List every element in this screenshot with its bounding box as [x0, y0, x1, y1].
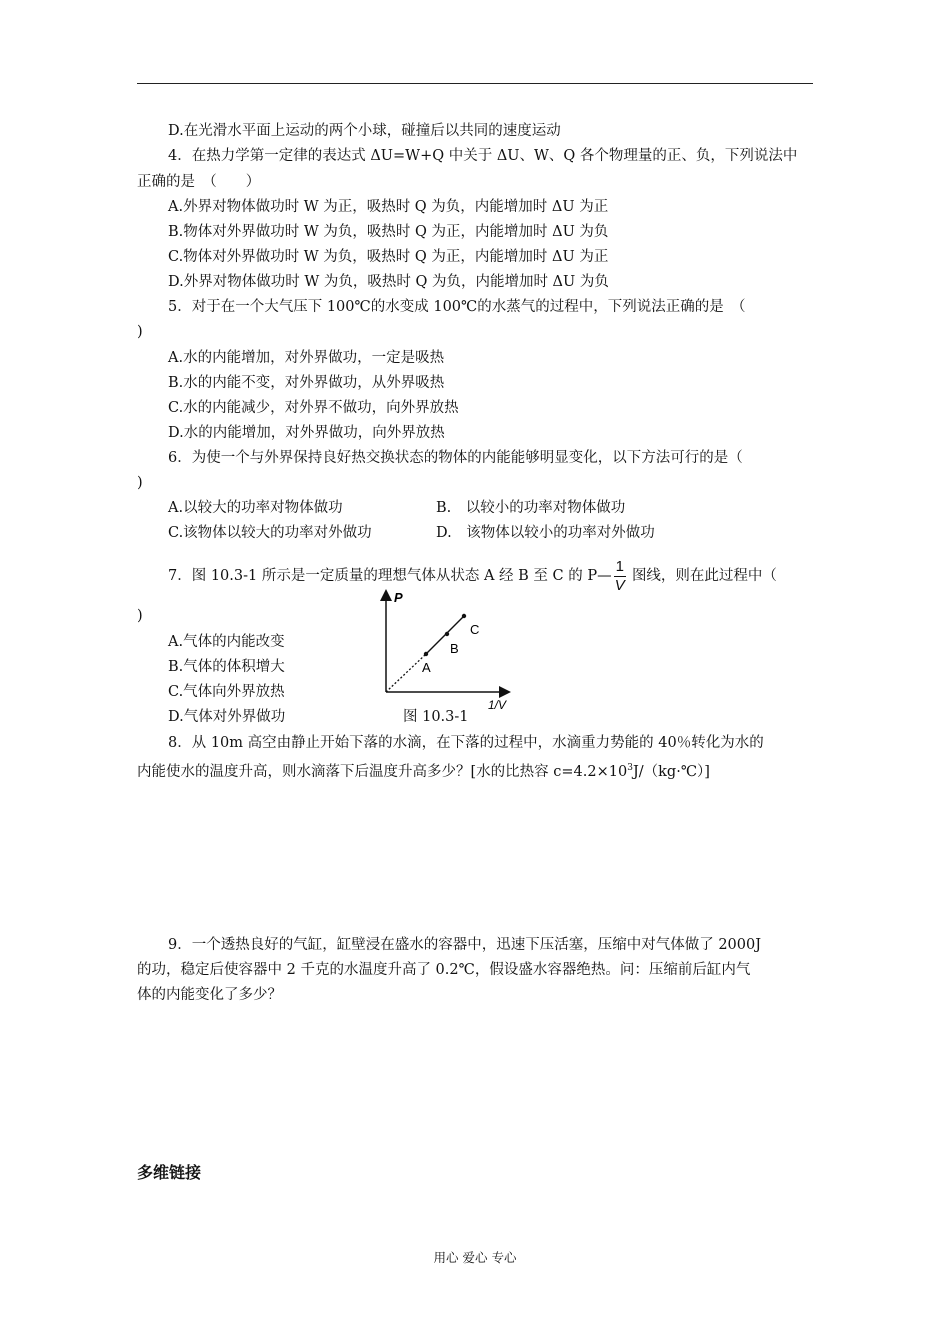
point-a-label: A — [422, 660, 431, 675]
header-rule — [137, 83, 813, 84]
q6-option-b: B. 以较小的功率对物体做功 — [436, 500, 626, 516]
q9-stem-cont-2: 体的内能变化了多少？ — [137, 987, 282, 1003]
q5-stem-cont: ) — [137, 324, 143, 340]
q7-option-c: C.气体向外界放热 — [168, 684, 285, 700]
q6-stem: 6．为使一个与外界保持良好热交换状态的物体的内能能够明显变化，以下方法可行的是（ — [168, 450, 743, 466]
q5-option-b: B.水的内能不变，对外界做功，从外界吸热 — [168, 375, 445, 391]
p-vs-inverse-v-figure — [378, 586, 518, 714]
one-over-v-fraction — [614, 559, 626, 594]
q3-option-d: D.在光滑水平面上运动的两个小球，碰撞后以共同的速度运动 — [168, 123, 561, 139]
q4-option-b: B.物体对外界做功时 W 为负，吸热时 Q 为正，内能增加时 ΔU 为负 — [168, 224, 609, 240]
q4-stem: 4．在热力学第一定律的表达式 ΔU=W+Q 中关于 ΔU、W、Q 各个物理量的正、负，下列说法中 — [168, 148, 798, 164]
page-footer: 用心 爱心 专心 — [433, 1250, 517, 1265]
q4-option-a: A.外界对物体做功时 W 为正，吸热时 Q 为负，内能增加时 ΔU 为正 — [168, 199, 609, 215]
y-axis-label: P — [394, 590, 403, 605]
q4-option-c: C.物体对外界做功时 W 为负，吸热时 Q 为正，内能增加时 ΔU 为正 — [168, 249, 609, 265]
q9-stem-cont-1: 的功，稳定后使容器中 2 千克的水温度升高了 0.2℃，假设盛水容器绝热。问：压缩前后缸内气 — [137, 962, 751, 978]
point-c-label: C — [470, 622, 480, 637]
q6-option-c: C.该物体以较大的功率对外做功 — [168, 525, 372, 541]
q8-cont-post: J/（kg·℃）] — [632, 763, 710, 780]
fraction-denominator: V — [614, 576, 625, 594]
q8-stem: 8．从 10m 高空由静止开始下落的水滴，在下落的过程中，水滴重力势能的 40％转化为水的 — [168, 735, 764, 751]
q4-option-d: D.外界对物体做功时 W 为负，吸热时 Q 为负，内能增加时 ΔU 为负 — [168, 274, 609, 290]
q5-option-d: D.水的内能增加，对外界做功，向外界放热 — [168, 425, 445, 441]
point-b-dot — [445, 632, 449, 636]
q7-option-b: B.气体的体积增大 — [168, 659, 285, 675]
q5-stem: 5．对于在一个大气压下 100℃的水变成 100℃的水蒸气的过程中，下列说法正确的是 （ — [168, 299, 746, 315]
q8-cont-pre: 内能使水的温度升高，则水滴落下后温度升高多少？[水的比热容 c=4.2×10 — [137, 763, 628, 780]
section-heading: 多维链接 — [137, 1163, 202, 1182]
q6-option-d: D. 该物体以较小的功率对外做功 — [436, 525, 655, 541]
q5-option-a: A.水的内能增加，对外界做功，一定是吸热 — [168, 350, 445, 366]
q5-option-c: C.水的内能减少，对外界不做功，向外界放热 — [168, 400, 459, 416]
q7-stem-cont: ) — [137, 608, 143, 624]
q7-option-d: D.气体对外界做功 — [168, 709, 286, 725]
q8-stem-cont — [137, 758, 710, 782]
fraction-numerator: 1 — [615, 557, 624, 575]
point-c-dot — [462, 614, 466, 618]
dashed-extension-line — [386, 654, 426, 692]
q7-stem-post: 图线，则在此过程中（ — [631, 568, 777, 584]
q4-stem-cont: 正确的是 （ ） — [137, 174, 261, 190]
point-a-dot — [424, 652, 428, 656]
exponent: 3 — [627, 763, 633, 773]
q6-stem-cont: ) — [137, 475, 143, 491]
q6-option-a: A.以较大的功率对物体做功 — [168, 500, 343, 516]
figure-caption: 图 10.3-1 — [403, 709, 469, 725]
point-b-label: B — [450, 641, 459, 656]
q7-option-a: A.气体的内能改变 — [168, 634, 285, 650]
q9-stem: 9．一个透热良好的气缸，缸壁浸在盛水的容器中，迅速下压活塞，压缩中对气体做了 2000J — [168, 937, 762, 953]
x-axis-label: 1/V — [488, 698, 507, 712]
q7-stem-pre: 7．图 10.3-1 所示是一定质量的理想气体从状态 A 经 B 至 C 的 P— — [168, 568, 612, 584]
